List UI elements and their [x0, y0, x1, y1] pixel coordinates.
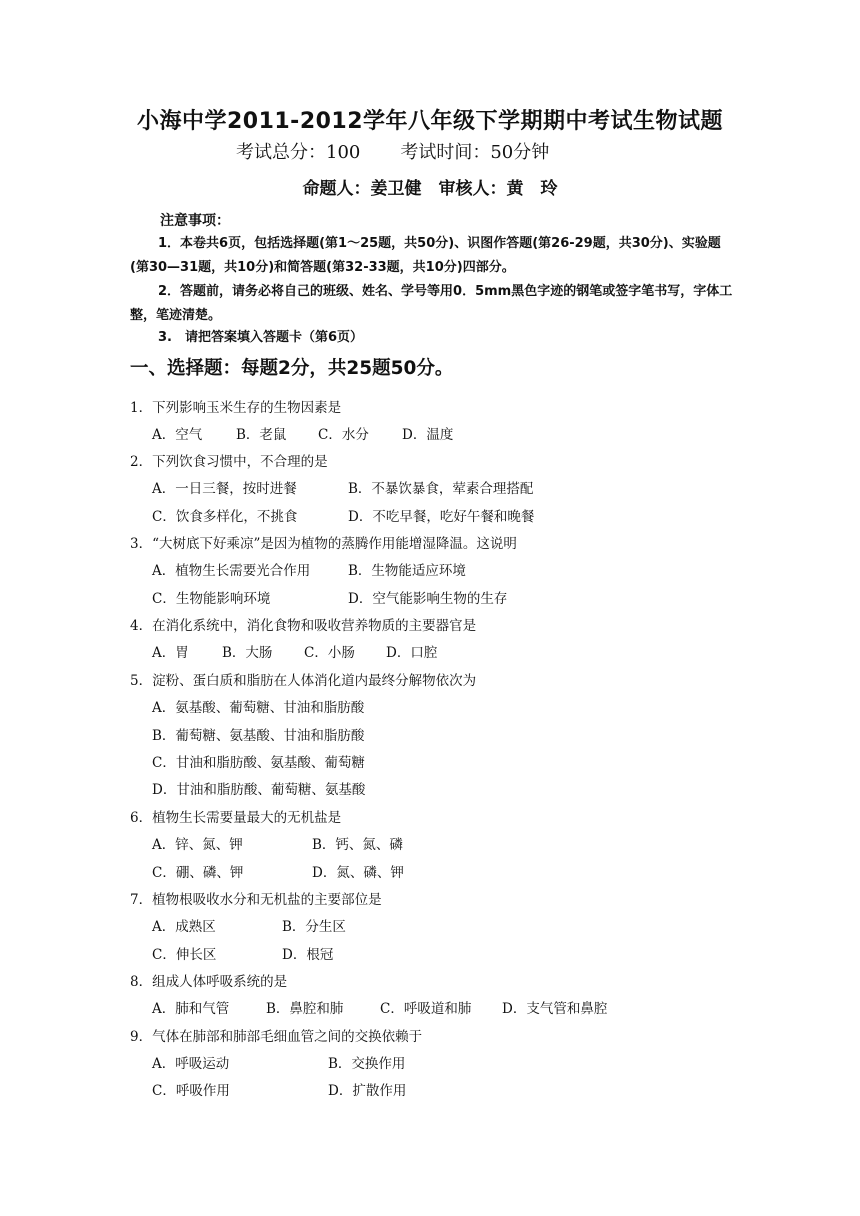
option: D．不吃早餐，吃好午餐和晚餐: [348, 509, 535, 525]
question-stem: 8．组成人体呼吸系统的是: [130, 974, 288, 990]
option: D．甘油和脂肪酸、葡萄糖、氨基酸: [152, 782, 366, 798]
option: A．呼吸运动: [152, 1056, 230, 1072]
option: D．扩散作用: [328, 1083, 407, 1099]
option: B．大肠: [222, 645, 273, 661]
option: C．甘油和脂肪酸、氨基酸、葡萄糖: [152, 755, 365, 771]
option: B．老鼠: [236, 427, 287, 443]
option: A．胃: [152, 645, 189, 661]
option: C．小肠: [304, 645, 355, 661]
option: C．呼吸作用: [152, 1083, 230, 1099]
option: A．空气: [152, 427, 203, 443]
exam-authors: 命题人：姜卫健 审核人：黄 玲: [302, 179, 558, 199]
option: A．成熟区: [152, 919, 216, 935]
question-stem: 7．植物根吸收水分和无机盐的主要部位是: [130, 892, 382, 908]
option: C．饮食多样化，不挑食: [152, 509, 298, 525]
question-stem: 4．在消化系统中，消化食物和吸收营养物质的主要器官是: [130, 618, 477, 634]
option: A．锌、氮、钾: [152, 837, 243, 853]
option: A．植物生长需要光合作用: [152, 563, 311, 579]
option: D．口腔: [386, 645, 438, 661]
option: B．鼻腔和肺: [266, 1001, 344, 1017]
exam-time: 考试时间：50分钟: [400, 142, 550, 163]
question-stem: 6．植物生长需要量最大的无机盐是: [130, 810, 342, 826]
option: D．氮、磷、钾: [312, 865, 404, 881]
option: D．温度: [402, 427, 454, 443]
option: A．一日三餐，按时进餐: [152, 481, 297, 497]
option: B．不暴饮暴食，荤素合理搭配: [348, 481, 534, 497]
option: B．钙、氮、磷: [312, 837, 403, 853]
exam-title: 小海中学2011-2012学年八年级下学期期中考试生物试题: [136, 109, 724, 134]
option: A．氨基酸、葡萄糖、甘油和脂肪酸: [152, 700, 365, 716]
option: C．硼、磷、钾: [152, 865, 244, 881]
option: C．伸长区: [152, 947, 217, 963]
exam-info: [236, 138, 549, 164]
option: D．支气管和鼻腔: [502, 1001, 608, 1017]
option: C．呼吸道和肺: [380, 1001, 472, 1017]
option: B．生物能适应环境: [348, 563, 466, 579]
option: B．葡萄糖、氨基酸、甘油和脂肪酸: [152, 728, 365, 744]
note-item-1: 1．本卷共6页，包括选择题(第1～25题，共50分)、识图作答题(第26-29题，共30分)、实验题(第30—31题，共10分)和简答题(第32-33题，共10分)四部分。: [130, 236, 721, 275]
question-stem: 5．淀粉、蛋白质和脂肪在人体消化道内最终分解物依次为: [130, 673, 477, 689]
note-item-2: 2．答题前，请务必将自己的班级、姓名、学号等用0．5mm黑色字迹的钢笔或签字笔书写，字体工整，笔迹清楚。: [130, 284, 733, 323]
question-stem: 1．下列影响玉米生存的生物因素是: [130, 400, 342, 416]
option: B．交换作用: [328, 1056, 406, 1072]
note-item-3: 3. 请把答案填入答题卡（第6页）: [158, 330, 364, 345]
option: B．分生区: [282, 919, 346, 935]
option: A．肺和气管: [152, 1001, 230, 1017]
exam-total: 考试总分：100: [236, 142, 361, 163]
section-title: 一、选择题：每题2分，共25题50分。: [130, 358, 454, 379]
option: D．根冠: [282, 947, 334, 963]
option: C．水分: [318, 427, 369, 443]
question-stem: 3．“大树底下好乘凉”是因为植物的蒸腾作用能增湿降温。这说明: [130, 536, 517, 552]
question-stem: 9．气体在肺部和肺部毛细血管之间的交换依赖于: [130, 1029, 423, 1045]
question-stem: 2．下列饮食习惯中，不合理的是: [130, 454, 328, 470]
option: D．空气能影响生物的生存: [348, 591, 508, 607]
option: C．生物能影响环境: [152, 591, 271, 607]
notes-heading: 注意事项：: [160, 213, 230, 229]
